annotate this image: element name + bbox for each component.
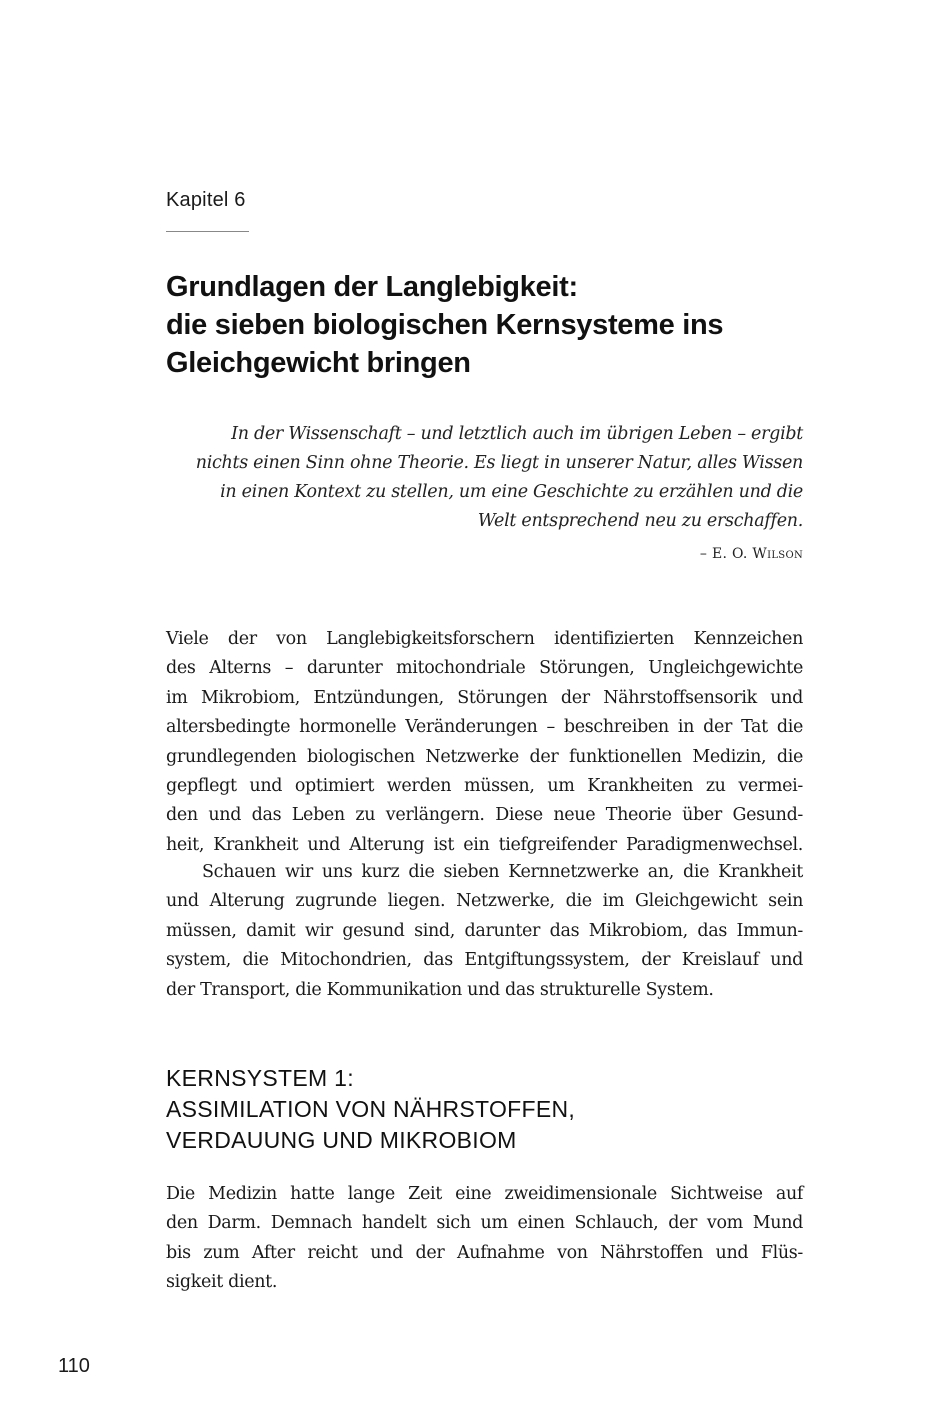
section-paragraph <box>166 1180 803 1298</box>
page-number: 110 <box>58 1355 90 1377</box>
epigraph-quote <box>166 420 803 536</box>
text-line: Schauen wir uns kurz die sieben Kernnetzwerke an, die Krankheit <box>202 862 803 882</box>
chapter-divider <box>166 231 249 232</box>
section-heading-line: ASSIMILATION VON NÄHRSTOFFEN, <box>166 1096 576 1122</box>
text-line: bis zum After reicht und der Aufnahme von Nährstoffen und Flüs- <box>166 1242 803 1263</box>
section-heading <box>166 1063 806 1156</box>
chapter-label: Kapitel 6 <box>166 189 246 211</box>
section-heading-line: VERDAUUNG UND MIKROBIOM <box>166 1127 517 1153</box>
body-paragraph-2 <box>166 858 803 1005</box>
text-line: system, die Mitochondrien, das Entgiftungssystem, der Kreislauf und <box>166 950 803 971</box>
epigraph-line: in einen Kontext zu stellen, um eine Geschichte zu erzählen und die <box>220 482 803 502</box>
text-line: grundlegenden biologischen Netzwerke der funktionellen Medizin, die <box>166 746 803 767</box>
text-line: Die Medizin hatte lange Zeit eine zweidimensionale Sichtweise auf <box>166 1184 803 1204</box>
text-line: sigkeit dient. <box>166 1272 278 1293</box>
epigraph-line: nichts einen Sinn ohne Theorie. Es liegt in unserer Natur, alles Wissen <box>195 453 803 473</box>
chapter-title-line: die sieben biologischen Kernsysteme ins <box>166 309 724 341</box>
epigraph-attribution: – E. O. Wilson <box>699 546 803 562</box>
text-line: heit, Krankheit und Alterung ist ein tiefgreifender Paradigmenwechsel. <box>166 834 803 855</box>
text-line: gepflegt und optimiert werden müssen, um Krankheiten zu vermei- <box>166 776 803 797</box>
text-line: des Alterns – darunter mitochondriale Störungen, Ungleichgewichte <box>166 658 803 679</box>
epigraph-line: Welt entsprechend neu zu erschaffen. <box>477 511 803 531</box>
section-heading-line: KERNSYSTEM 1: <box>166 1065 354 1091</box>
text-line: altersbedingte hormonelle Veränderungen – beschreiben in der Tat die <box>166 717 803 738</box>
text-line: Viele der von Langlebigkeitsforschern identifizierten Kennzeichen <box>166 629 803 649</box>
text-line: den Darm. Demnach handelt sich um einen Schlauch, der vom Mund <box>166 1213 803 1234</box>
text-line: der Transport, die Kommunikation und das strukturelle System. <box>166 979 714 1000</box>
text-line: müssen, damit wir gesund sind, darunter das Mikrobiom, das Immun- <box>166 920 803 941</box>
chapter-title-line: Gleichgewicht bringen <box>166 347 471 379</box>
body-paragraph-1 <box>166 625 803 860</box>
chapter-title-line: Grundlagen der Langlebigkeit: <box>166 271 578 303</box>
epigraph-line: In der Wissenschaft – und letztlich auch im übrigen Leben – ergibt <box>231 424 803 444</box>
text-line: den und das Leben zu verlängern. Diese neue Theorie über Gesund- <box>166 805 803 826</box>
chapter-title <box>166 268 826 382</box>
text-line: und Alterung zugrunde liegen. Netzwerke, die im Gleichgewicht sein <box>166 891 803 912</box>
text-line: im Mikrobiom, Entzündungen, Störungen der Nährstoffsensorik und <box>166 687 803 708</box>
